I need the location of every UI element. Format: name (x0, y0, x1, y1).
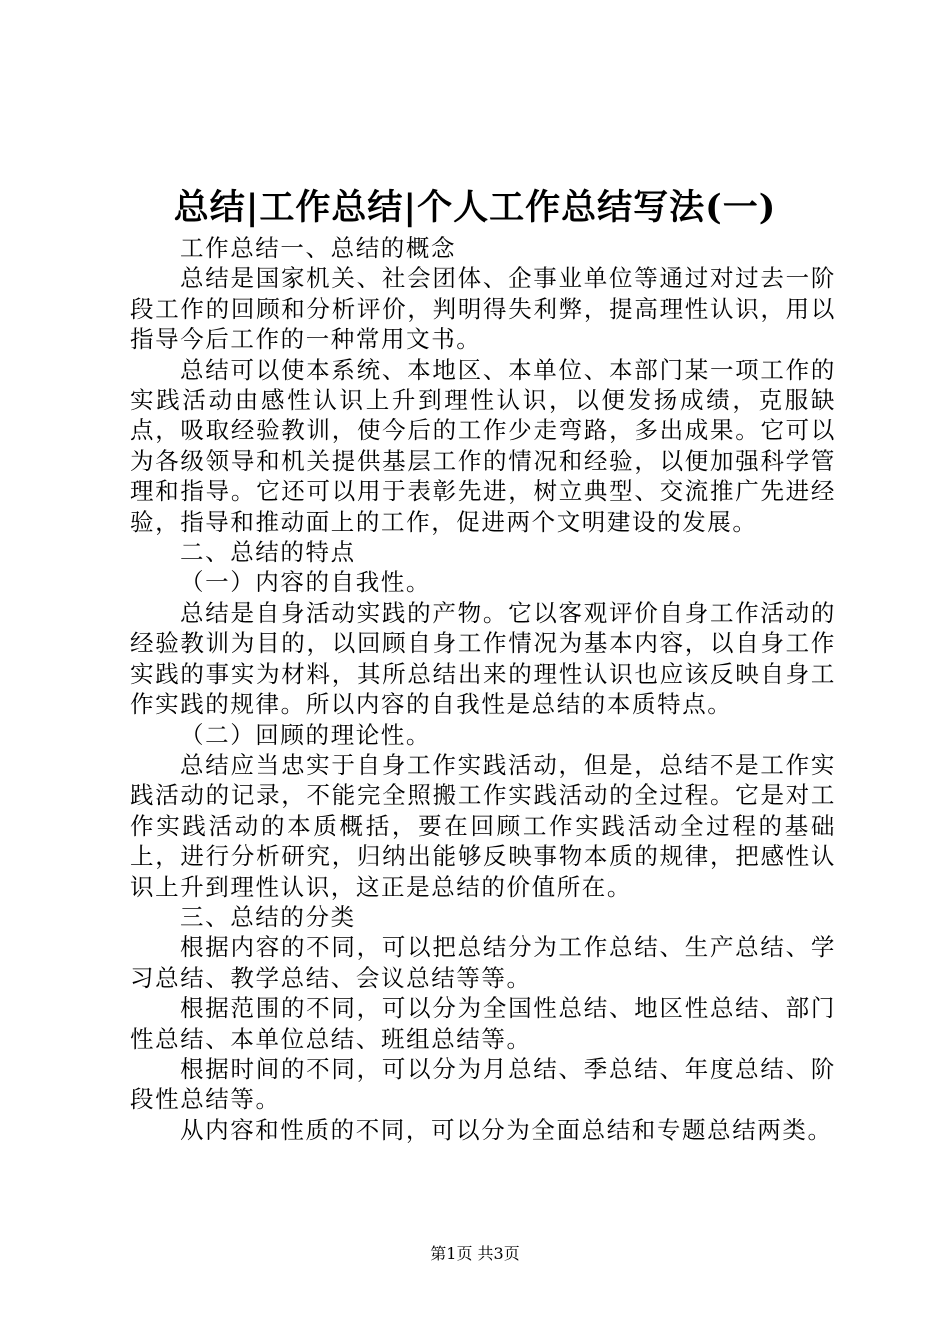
paragraph: 根据内容的不同，可以把总结分为工作总结、生产总结、学习总结、教学总结、会议总结等等。 (130, 933, 836, 992)
paragraph: 从内容和性质的不同，可以分为全面总结和专题总结两类。 (180, 1115, 833, 1144)
section-heading: 三、总结的分类 (180, 902, 356, 931)
paragraph: 根据范围的不同，可以分为全国性总结、地区性总结、部门性总结、本单位总结、班组总结等。 (130, 994, 836, 1053)
document-title: 总结|工作总结|个人工作总结写法(一) (173, 187, 777, 228)
paragraph: 根据时间的不同，可以分为月总结、季总结、年度总结、阶段性总结等。 (130, 1054, 836, 1114)
page-number: 第1页 共3页 (430, 1244, 520, 1263)
paragraph: 总结可以使本系统、本地区、本单位、本部门某一项工作的实践活动由感性认识上升到理性认识，以便发扬成绩，克服缺点，吸取经验教训，使今后的工作少走弯路，多出成果。它可以为各级领导和机关提供基层工作的情况和经验，以便加强科学管理和指导。它还可以用于表彰先进，树立典型、交流推广先进经验，指导和推动面上的工作，促进两个文明建设的发展。 (130, 355, 836, 536)
subsection-heading: （一）内容的自我性。 (180, 568, 431, 597)
subsection-heading: （二）回顾的理论性。 (180, 720, 431, 749)
paragraph: 总结是国家机关、社会团体、企事业单位等通过对过去一阶段工作的回顾和分析评价，判明得失利弊，提高理性认识，用以指导今后工作的一种常用文书。 (130, 264, 836, 354)
document-body (130, 233, 836, 1145)
paragraph: 工作总结一、总结的概念 (180, 234, 457, 262)
paragraph: 总结是自身活动实践的产物。它以客观评价自身工作活动的经验教训为目的，以回顾自身工作情况为基本内容，以自身工作实践的事实为材料，其所总结出来的理性认识也应该反映自身工作实践的规律。所以内容的自我性是总结的本质特点。 (130, 598, 836, 719)
section-heading: 二、总结的特点 (180, 538, 356, 567)
paragraph: 总结应当忠实于自身工作实践活动，但是，总结不是工作实践活动的记录，不能完全照搬工作实践活动的全过程。它是对工作实践活动的本质概括，要在回顾工作实践活动全过程的基础上，进行分析研究，归纳出能够反映事物本质的规律，把感性认识上升到理性认识，这正是总结的价值所在。 (130, 750, 836, 901)
